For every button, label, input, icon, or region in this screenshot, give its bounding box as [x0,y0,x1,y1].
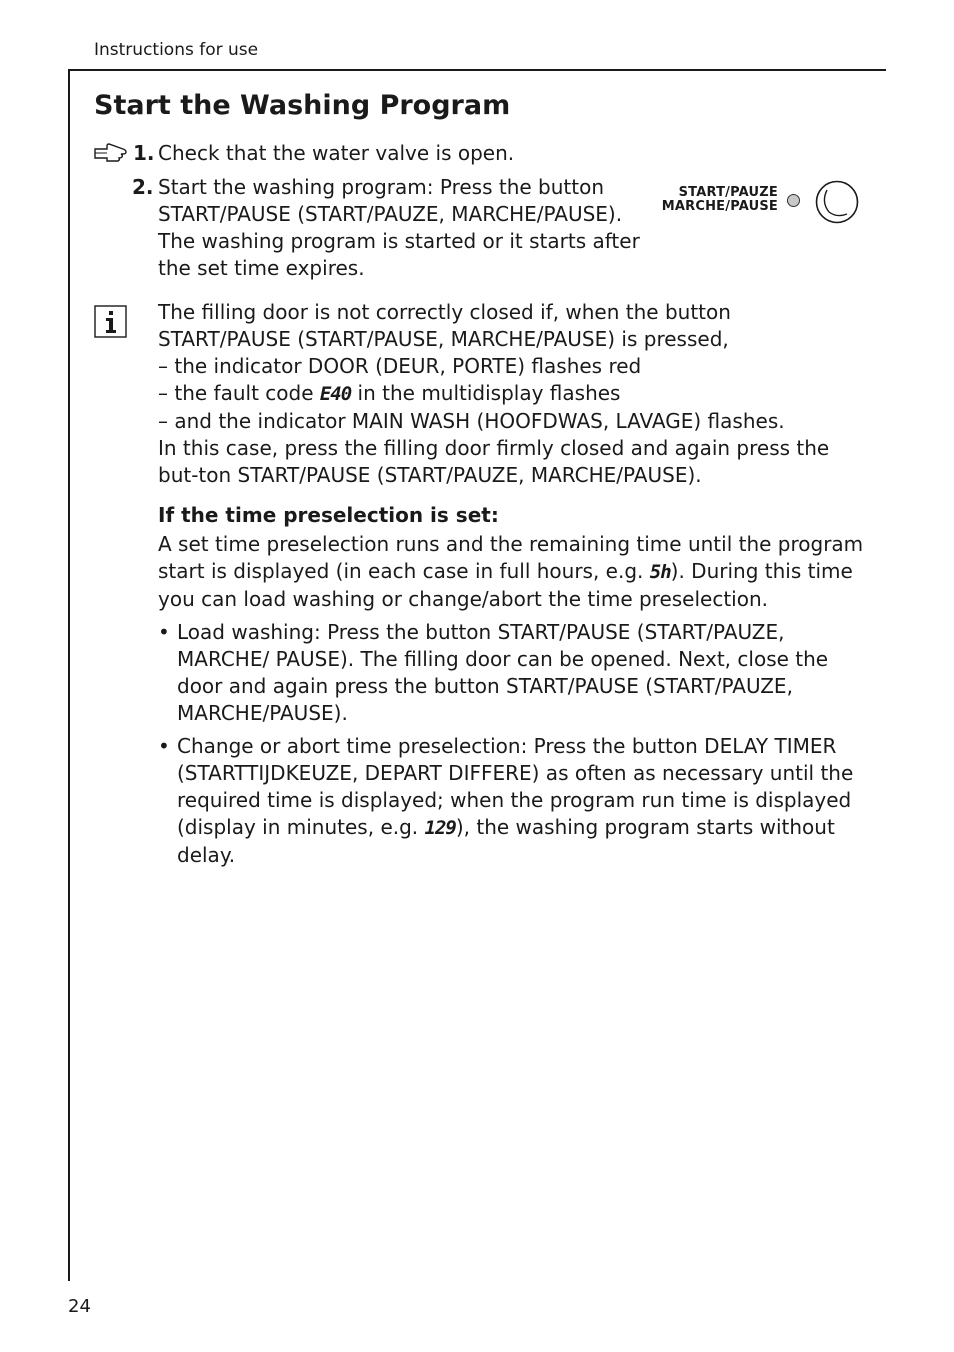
info-text: in the multidisplay flashes [351,381,621,405]
step-number: 1. [133,141,155,165]
start-pause-button-icon [815,180,859,224]
step-text: Start the washing program: Press the button START/PAUSE (START/PAUZE, MARCHE/PAUSE). The washing program is started or it starts after the set time expires. [158,175,640,280]
start-pause-label [630,186,778,214]
start-pause-label-line: MARCHE/PAUSE [661,199,778,214]
step-number: 2. [132,175,154,199]
header-rule [68,69,886,71]
bullet-text [177,733,867,869]
paragraph-text: A set time preselection runs and the remaining time until the program start is displayed (in each case in full hours, e.g. [158,532,864,583]
margin-rule [68,69,70,1281]
section-heading: If the time preselection is set: [158,503,499,527]
bullet-icon: • [158,734,170,758]
paragraph-text: Change or abort time preselection: Press the button DELAY TIMER (STARTTIJDKEUZE, DEPART DIFFERE) as often as necessary until the required time is displayed; when the program run time is displayed (display in minutes, e.g. [177,734,854,839]
paragraph-text: ), the washing program starts without delay. [177,815,835,867]
indicator-led-icon [787,194,800,207]
info-list-item: – the indicator DOOR (DEUR, PORTE) flashes red [158,354,642,378]
bullet-icon: • [158,620,170,644]
paragraph-text: ). During this time you can load washing or change/abort the time preselection. [158,559,853,611]
running-header: Instructions for use [94,40,259,60]
info-text: – the fault code [158,381,320,405]
info-list-item: – and the indicator MAIN WASH (HOOFDWAS, LAVAGE) flashes. [158,409,785,433]
info-closing: In this case, press the filling door firmly closed and again press the but-ton START/PAUSE (START/PAUZE, MARCHE/PAUSE). [158,436,830,487]
info-list-item [158,380,868,408]
page-number: 24 [68,1296,91,1317]
info-icon [94,305,127,338]
bullet-text: Load washing: Press the button START/PAUSE (START/PAUZE, MARCHE/ PAUSE). The filling door can be opened. Next, close the door and again press the button START/PAUSE (START/PAUZE, MARCHE/PAUSE). [177,620,829,725]
display-code: 5h [649,561,671,583]
step-text: Check that the water valve is open. [158,141,515,165]
display-code: 129 [424,817,456,839]
page-title: Start the Washing Program [94,90,511,121]
info-line: The filling door is not correctly closed if, when the button START/PAUSE (START/PAUSE, MARCHE/PAUSE) is pressed, [158,300,731,351]
start-pause-label-line: START/PAUZE [678,185,778,200]
pointing-hand-icon [93,143,129,163]
info-block [158,299,868,489]
fault-code: E40 [319,383,352,405]
preselection-text [158,531,870,613]
